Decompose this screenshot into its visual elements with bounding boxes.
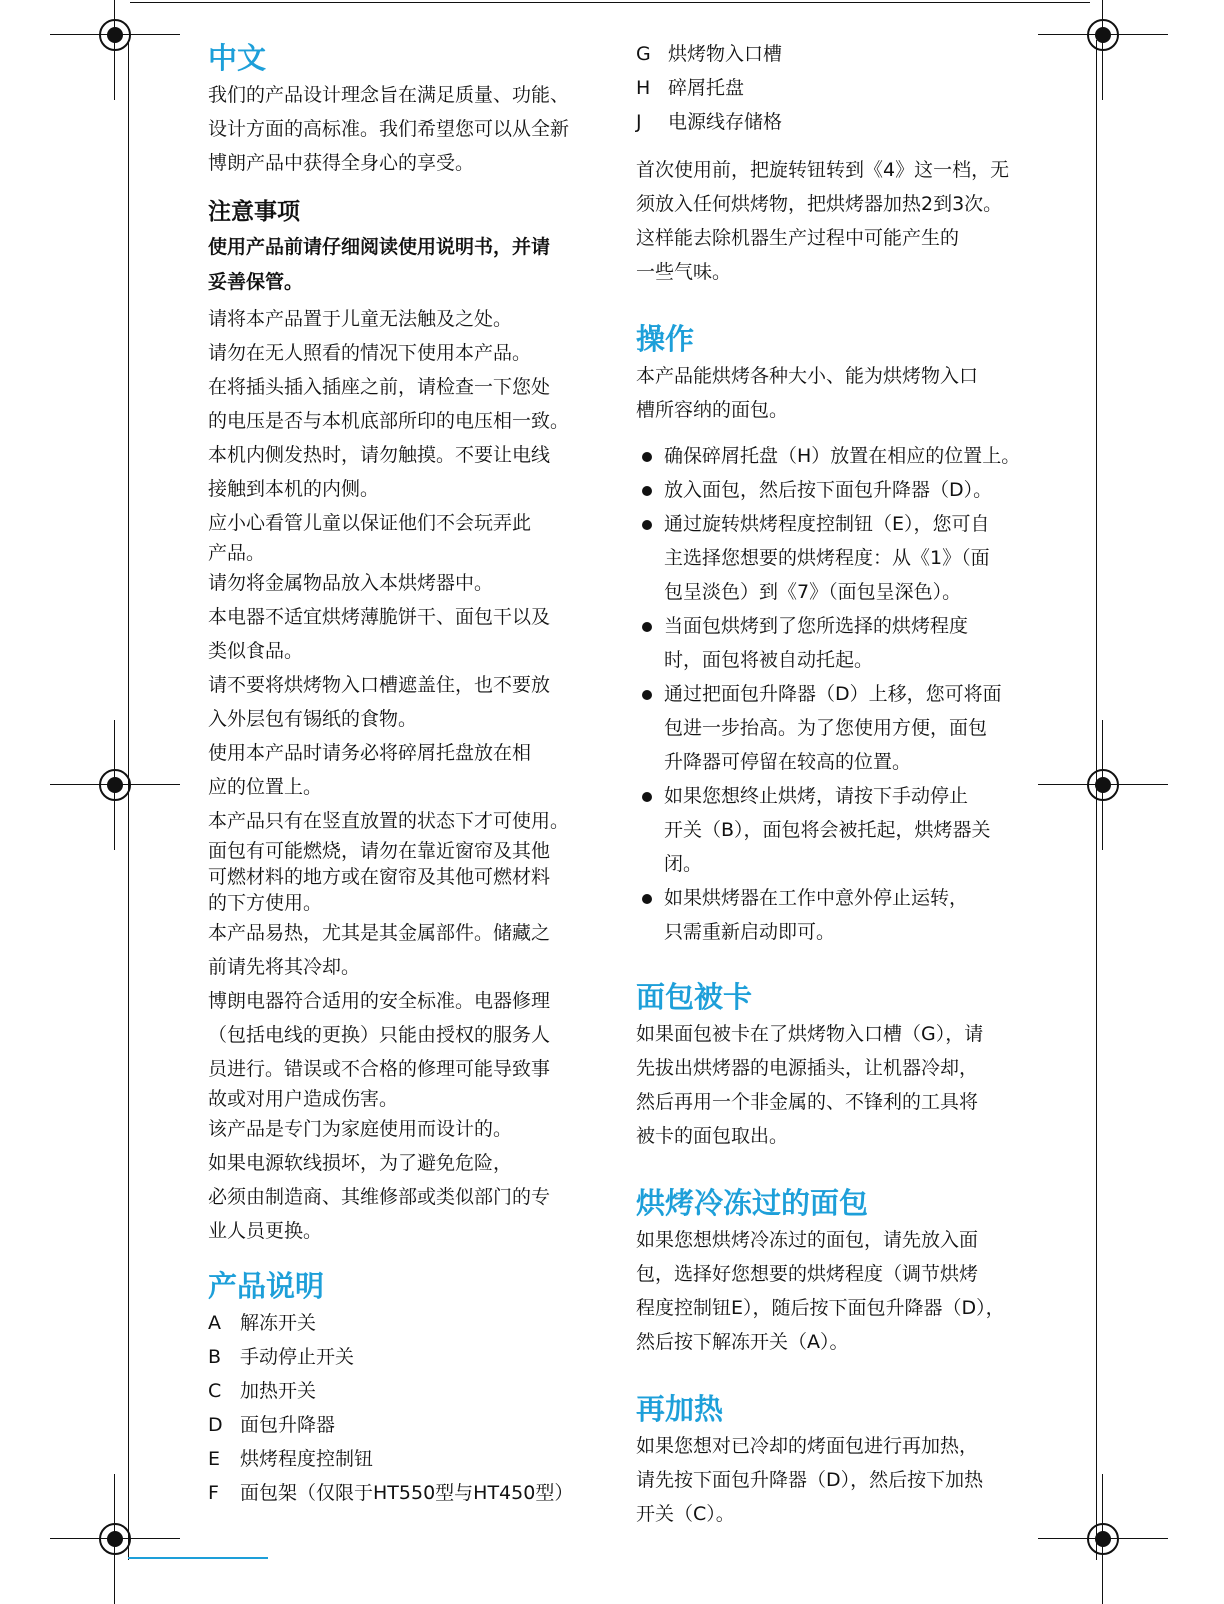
notice-line: 博朗电器符合适用的安全标准。电器修理 bbox=[208, 990, 551, 1012]
intro-line: 博朗产品中获得全身心的享受。 bbox=[208, 152, 475, 174]
step-line: 主选择您想要的烘烤程度：从《1》（面 bbox=[664, 547, 990, 569]
part-item bbox=[636, 37, 1026, 71]
notice-line: 可燃材料的地方或在窗帘及其他可燃材料 bbox=[208, 866, 551, 888]
notice-line: 应的位置上。 bbox=[208, 776, 323, 798]
product-description-heading: 产品说明 bbox=[208, 1269, 325, 1303]
part-letter: H bbox=[636, 77, 651, 99]
parts-list-continued bbox=[636, 37, 1026, 139]
part-letter: C bbox=[208, 1380, 222, 1402]
reheat-paragraph bbox=[636, 1429, 1026, 1531]
part-item bbox=[636, 105, 1026, 139]
notice-line: 必须由制造商、其维修部或类似部门的专 bbox=[208, 1186, 551, 1208]
step-line: 通过旋转烘烤程度控制钮（E），您可自 bbox=[664, 513, 990, 535]
part-item bbox=[636, 71, 1026, 105]
part-letter: J bbox=[636, 111, 642, 133]
notice-line: 入外层包有锡纸的食物。 bbox=[208, 708, 418, 730]
frozen-bread-paragraph bbox=[636, 1223, 1026, 1359]
operation-heading: 操作 bbox=[636, 322, 695, 356]
step-line: 升降器可停留在较高的位置。 bbox=[664, 751, 912, 773]
notice-line: 前请先将其冷却。 bbox=[208, 956, 361, 978]
part-item bbox=[208, 1306, 618, 1340]
first-use-line: 一些气味。 bbox=[636, 261, 732, 283]
part-letter: G bbox=[636, 43, 651, 65]
registration-mark-top-right bbox=[1078, 10, 1128, 60]
frozen-bread-heading: 烘烤冷冻过的面包 bbox=[636, 1186, 869, 1220]
step-line: 放入面包，然后按下面包升降器（D）。 bbox=[664, 479, 993, 501]
frozen-line: 然后按下解冻开关（A）。 bbox=[636, 1331, 849, 1353]
notice-line: 使用本产品时请务必将碎屑托盘放在相 bbox=[208, 742, 532, 764]
part-letter: B bbox=[208, 1346, 222, 1368]
notice-line: 的电压是否与本机底部所印的电压相一致。 bbox=[208, 410, 570, 432]
language-title: 中文 bbox=[208, 41, 267, 75]
notice-line: 业人员更换。 bbox=[208, 1220, 323, 1242]
operation-intro-line: 槽所容纳的面包。 bbox=[636, 399, 789, 421]
notice-line: 在将插头插入插座之前，请检查一下您处 bbox=[208, 376, 551, 398]
step-line: 包进一步抬高。为了您使用方便，面包 bbox=[664, 717, 988, 739]
part-label: 碎屑托盘 bbox=[668, 77, 745, 99]
notice-line: 本机内侧发热时，请勿触摸。不要让电线 bbox=[208, 444, 551, 466]
step-line: 时，面包将被自动托起。 bbox=[664, 649, 874, 671]
reheat-heading: 再加热 bbox=[636, 1392, 724, 1426]
notice-line: （包括电线的更换）只能由授权的服务人 bbox=[208, 1024, 551, 1046]
registration-mark-bottom-right bbox=[1078, 1514, 1128, 1564]
bread-jam-paragraph bbox=[636, 1017, 1026, 1153]
notice-line: 请不要将烘烤物入口槽遮盖住，也不要放 bbox=[208, 674, 551, 696]
part-label: 手动停止开关 bbox=[240, 1346, 355, 1368]
notice-line: 接触到本机的内侧。 bbox=[208, 478, 380, 500]
registration-mark-top-left bbox=[90, 10, 140, 60]
part-letter: E bbox=[208, 1448, 221, 1470]
trim-line-top bbox=[130, 2, 1090, 3]
part-label: 面包架（仅限于HT550型与HT450型） bbox=[240, 1482, 574, 1504]
first-use-line: 首次使用前，把旋转钮转到《4》这一档，无 bbox=[636, 159, 1010, 181]
notice-line: 该产品是专门为家庭使用而设计的。 bbox=[208, 1118, 513, 1140]
notice-line: 的下方使用。 bbox=[208, 892, 323, 914]
operation-step bbox=[636, 439, 1026, 473]
registration-mark-mid-right bbox=[1078, 760, 1128, 810]
step-line: 如果烘烤器在工作中意外停止运转， bbox=[664, 887, 969, 909]
intro-line: 我们的产品设计理念旨在满足质量、功能、 bbox=[208, 84, 570, 106]
bullet-icon bbox=[642, 452, 652, 462]
notice-bold-line: 使用产品前请仔细阅读使用说明书，并请 bbox=[208, 236, 551, 258]
operation-intro-line: 本产品能烘烤各种大小、能为烘烤物入口 bbox=[636, 365, 979, 387]
bullet-icon bbox=[642, 690, 652, 700]
trim-line-right bbox=[1096, 40, 1097, 1560]
bullet-icon bbox=[642, 520, 652, 530]
operation-step bbox=[636, 609, 1026, 677]
jam-line: 如果面包被卡在了烘烤物入口槽（G），请 bbox=[636, 1023, 984, 1045]
notice-line: 如果电源软线损坏，为了避免危险， bbox=[208, 1152, 513, 1174]
step-line: 包呈淡色）到《7》（面包呈深色）。 bbox=[664, 581, 962, 603]
right-column bbox=[636, 37, 1026, 1531]
notice-list bbox=[208, 302, 618, 1248]
bullet-icon bbox=[642, 894, 652, 904]
bullet-icon bbox=[642, 792, 652, 802]
first-use-line: 这样能去除机器生产过程中可能产生的 bbox=[636, 227, 960, 249]
jam-line: 先拔出烘烤器的电源插头，让机器冷却， bbox=[636, 1057, 979, 1079]
part-item bbox=[208, 1340, 618, 1374]
intro-line: 设计方面的高标准。我们希望您可以从全新 bbox=[208, 118, 570, 140]
operation-steps bbox=[636, 439, 1026, 949]
part-item bbox=[208, 1374, 618, 1408]
first-use-paragraph bbox=[636, 153, 1026, 289]
step-line: 开关（B），面包将会被托起，烘烤器关闭。 bbox=[664, 819, 991, 875]
jam-line: 被卡的面包取出。 bbox=[636, 1125, 789, 1147]
first-use-line: 须放入任何烘烤物，把烘烤器加热2到3次。 bbox=[636, 193, 1003, 215]
notice-line: 员进行。错误或不合格的修理可能导致事 bbox=[208, 1058, 551, 1080]
frozen-line: 如果您想烘烤冷冻过的面包，请先放入面 bbox=[636, 1229, 979, 1251]
notice-bold-text bbox=[208, 230, 618, 300]
part-label: 加热开关 bbox=[240, 1380, 317, 1402]
notice-line: 故或对用户造成伤害。 bbox=[208, 1088, 399, 1110]
operation-step bbox=[636, 473, 1026, 507]
notice-bold-line: 妥善保管。 bbox=[208, 271, 304, 293]
notice-line: 本产品只有在竖直放置的状态下才可使用。 bbox=[208, 810, 570, 832]
part-letter: D bbox=[208, 1414, 223, 1436]
notice-line: 面包有可能燃烧，请勿在靠近窗帘及其他 bbox=[208, 840, 551, 862]
part-item bbox=[208, 1442, 618, 1476]
step-line: 通过把面包升降器（D）上移，您可将面 bbox=[664, 683, 1002, 705]
intro-paragraph bbox=[208, 78, 618, 180]
notice-line: 请将本产品置于儿童无法触及之处。 bbox=[208, 308, 513, 330]
frozen-line: 程度控制钮E），随后按下面包升降器（D）， bbox=[636, 1297, 1005, 1319]
bread-jam-heading: 面包被卡 bbox=[636, 980, 753, 1014]
notice-line: 本产品易热，尤其是其金属部件。储藏之 bbox=[208, 922, 551, 944]
part-item bbox=[208, 1476, 618, 1510]
part-label: 电源线存储格 bbox=[668, 111, 783, 133]
bleed-marker bbox=[128, 1557, 268, 1559]
step-line: 只需重新启动即可。 bbox=[664, 921, 836, 943]
operation-step bbox=[636, 677, 1026, 779]
left-column bbox=[208, 38, 618, 1510]
part-letter: F bbox=[208, 1482, 219, 1504]
operation-intro bbox=[636, 359, 1026, 427]
part-label: 面包升降器 bbox=[240, 1414, 336, 1436]
reheat-line: 请先按下面包升降器（D），然后按下加热 bbox=[636, 1469, 984, 1491]
part-label: 烘烤物入口槽 bbox=[668, 43, 783, 65]
notice-line: 本电器不适宜烘烤薄脆饼干、面包干以及 bbox=[208, 606, 551, 628]
notice-heading: 注意事项 bbox=[208, 199, 300, 225]
operation-step bbox=[636, 507, 1026, 609]
part-label: 解冻开关 bbox=[240, 1312, 317, 1334]
notice-line: 应小心看管儿童以保证他们不会玩弄此 bbox=[208, 512, 532, 534]
trim-line-left bbox=[128, 40, 129, 1560]
part-item bbox=[208, 1408, 618, 1442]
step-line: 确保碎屑托盘（H）放置在相应的位置上。 bbox=[664, 445, 1021, 467]
notice-line: 产品。 bbox=[208, 542, 266, 564]
bullet-icon bbox=[642, 486, 652, 496]
bullet-icon bbox=[642, 622, 652, 632]
notice-line: 类似食品。 bbox=[208, 640, 304, 662]
part-letter: A bbox=[208, 1312, 221, 1334]
notice-line: 请勿在无人照看的情况下使用本产品。 bbox=[208, 342, 532, 364]
registration-mark-mid-left bbox=[90, 760, 140, 810]
parts-list bbox=[208, 1306, 618, 1510]
operation-step bbox=[636, 779, 1026, 881]
step-line: 如果您想终止烘烤，请按下手动停止 bbox=[664, 785, 969, 807]
frozen-line: 包，选择好您想要的烘烤程度（调节烘烤 bbox=[636, 1263, 979, 1285]
notice-line: 请勿将金属物品放入本烘烤器中。 bbox=[208, 572, 494, 594]
jam-line: 然后再用一个非金属的、不锋利的工具将 bbox=[636, 1091, 979, 1113]
reheat-line: 如果您想对已冷却的烤面包进行再加热， bbox=[636, 1435, 979, 1457]
step-line: 当面包烘烤到了您所选择的烘烤程度 bbox=[664, 615, 969, 637]
operation-step bbox=[636, 881, 1026, 949]
part-label: 烘烤程度控制钮 bbox=[240, 1448, 374, 1470]
reheat-line: 开关（C）。 bbox=[636, 1503, 735, 1525]
